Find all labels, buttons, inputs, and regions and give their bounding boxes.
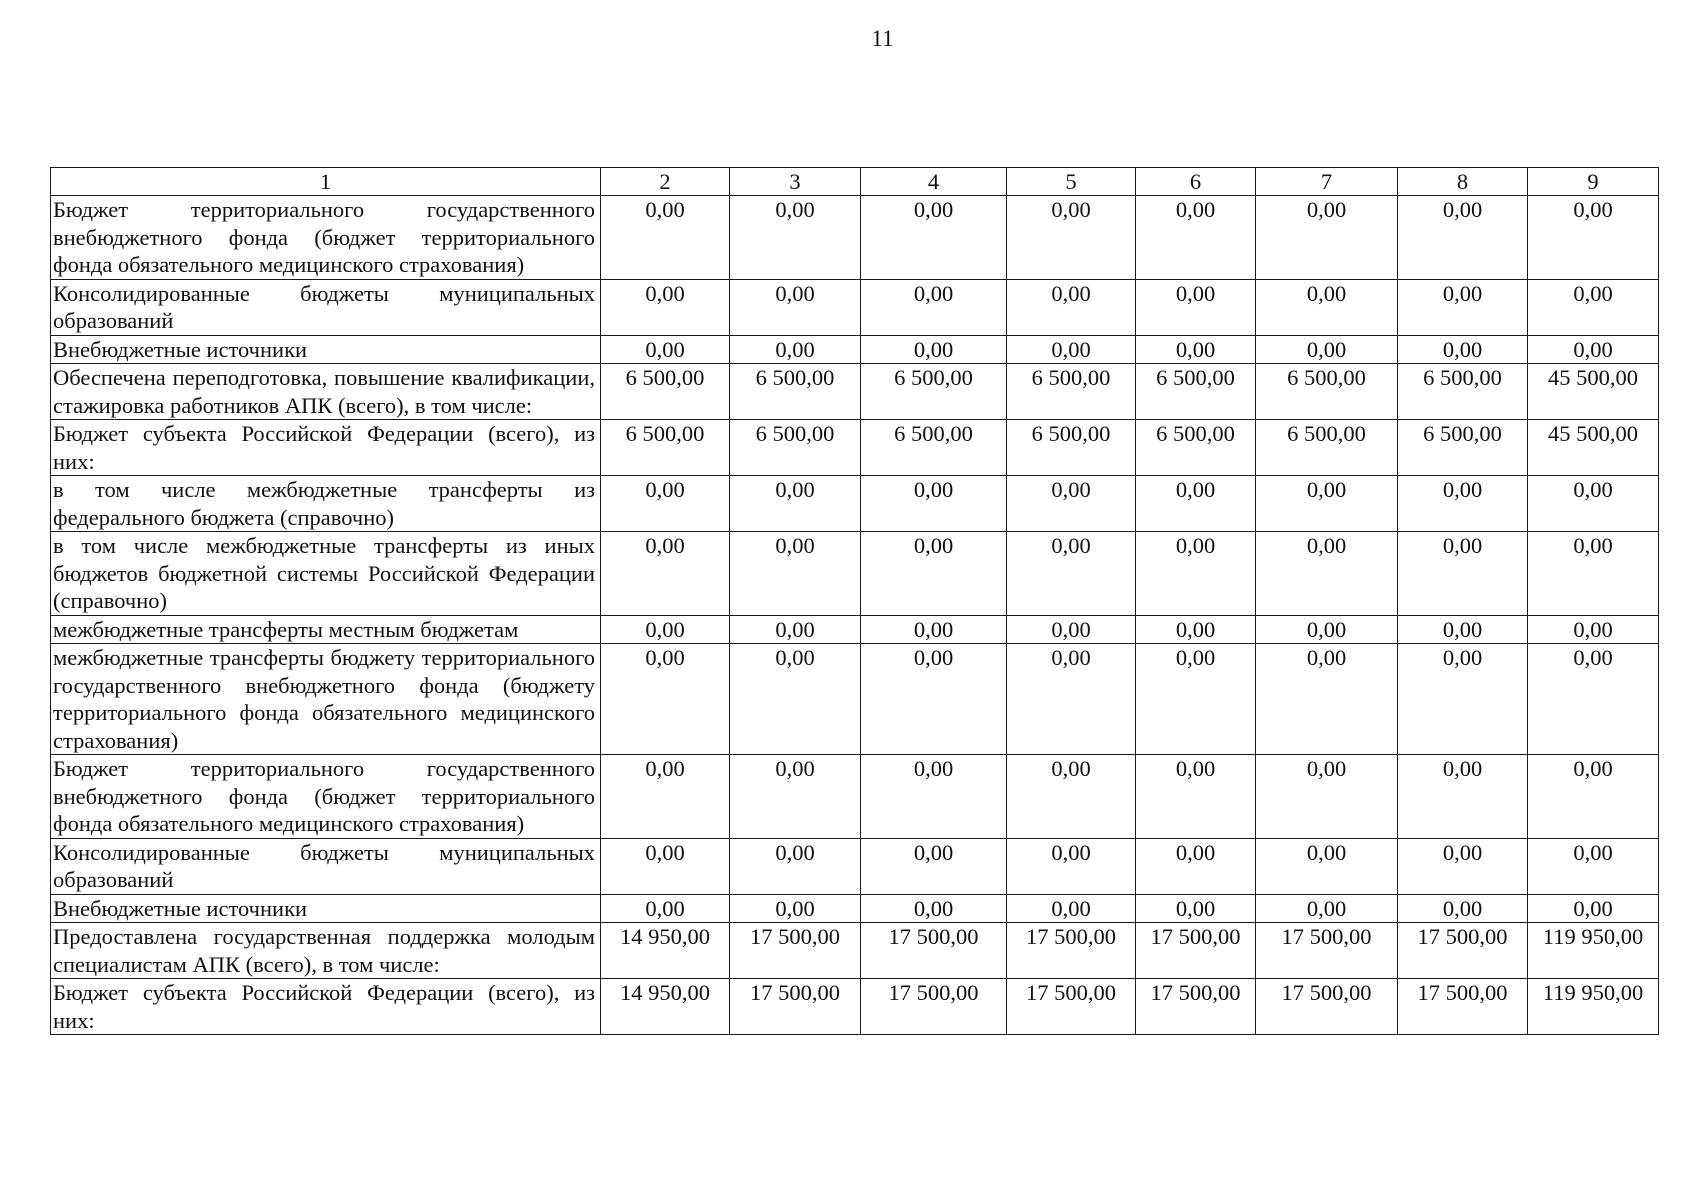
- value-cell: 0,00: [1007, 279, 1136, 335]
- value-cell: 0,00: [1398, 755, 1528, 839]
- value-cell: 6 500,00: [861, 420, 1007, 476]
- value-cell: 6 500,00: [1398, 420, 1528, 476]
- row-label: Бюджет территориального государственного внебюджетного фонда (бюджет территориального фонда обязательного медицинского страхования): [51, 755, 601, 839]
- value-cell: 0,00: [1398, 838, 1528, 894]
- value-cell: 0,00: [1256, 838, 1398, 894]
- value-cell: 14 950,00: [601, 979, 730, 1035]
- row-label: Внебюджетные источники: [51, 335, 601, 364]
- value-cell: 0,00: [1256, 476, 1398, 532]
- value-cell: 119 950,00: [1528, 979, 1659, 1035]
- budget-table: [50, 167, 1659, 1035]
- value-cell: 0,00: [1528, 894, 1659, 923]
- value-cell: 17 500,00: [1256, 923, 1398, 979]
- value-cell: 0,00: [1398, 335, 1528, 364]
- value-cell: 0,00: [730, 615, 861, 644]
- value-cell: 0,00: [1136, 335, 1256, 364]
- table-row: [51, 755, 1659, 839]
- value-cell: 0,00: [1136, 755, 1256, 839]
- value-cell: 0,00: [1256, 196, 1398, 280]
- value-cell: 0,00: [1398, 196, 1528, 280]
- value-cell: 0,00: [1007, 894, 1136, 923]
- value-cell: 17 500,00: [1136, 923, 1256, 979]
- value-cell: 0,00: [1398, 615, 1528, 644]
- value-cell: 6 500,00: [730, 364, 861, 420]
- value-cell: 0,00: [1136, 196, 1256, 280]
- value-cell: 0,00: [861, 532, 1007, 616]
- value-cell: 0,00: [1528, 335, 1659, 364]
- table-row: [51, 364, 1659, 420]
- value-cell: 6 500,00: [861, 364, 1007, 420]
- column-header: 7: [1256, 168, 1398, 196]
- value-cell: 17 500,00: [1136, 979, 1256, 1035]
- row-label: Предоставлена государственная поддержка молодым специалистам АПК (всего), в том числе:: [51, 923, 601, 979]
- value-cell: 0,00: [1256, 644, 1398, 755]
- value-cell: 0,00: [861, 644, 1007, 755]
- value-cell: 0,00: [1136, 532, 1256, 616]
- value-cell: 0,00: [601, 615, 730, 644]
- value-cell: 6 500,00: [1007, 364, 1136, 420]
- value-cell: 17 500,00: [861, 979, 1007, 1035]
- value-cell: 0,00: [861, 196, 1007, 280]
- value-cell: 0,00: [861, 838, 1007, 894]
- table-row: [51, 615, 1659, 644]
- page-number: 11: [871, 26, 894, 51]
- value-cell: 0,00: [601, 755, 730, 839]
- value-cell: 0,00: [1528, 279, 1659, 335]
- row-label: межбюджетные трансферты бюджету территориального государственного внебюджетного фонда (бюджету территориального фонда обязательного медицинского страхования): [51, 644, 601, 755]
- value-cell: 6 500,00: [1256, 364, 1398, 420]
- value-cell: 6 500,00: [601, 364, 730, 420]
- value-cell: 0,00: [601, 838, 730, 894]
- value-cell: 0,00: [1256, 335, 1398, 364]
- table-row: [51, 196, 1659, 280]
- table-row: [51, 644, 1659, 755]
- value-cell: 0,00: [1256, 615, 1398, 644]
- value-cell: 0,00: [601, 335, 730, 364]
- value-cell: 0,00: [601, 644, 730, 755]
- value-cell: 6 500,00: [730, 420, 861, 476]
- value-cell: 0,00: [1528, 838, 1659, 894]
- row-label: Бюджет субъекта Российской Федерации (всего), из них:: [51, 979, 601, 1035]
- value-cell: 6 500,00: [601, 420, 730, 476]
- table-row: [51, 838, 1659, 894]
- value-cell: 0,00: [1136, 838, 1256, 894]
- value-cell: 17 500,00: [730, 979, 861, 1035]
- value-cell: 0,00: [1528, 196, 1659, 280]
- value-cell: 0,00: [1398, 279, 1528, 335]
- value-cell: 0,00: [1136, 894, 1256, 923]
- value-cell: 0,00: [730, 476, 861, 532]
- value-cell: 0,00: [1007, 615, 1136, 644]
- value-cell: 0,00: [601, 196, 730, 280]
- value-cell: 0,00: [601, 476, 730, 532]
- value-cell: 0,00: [1528, 476, 1659, 532]
- column-header: 9: [1528, 168, 1659, 196]
- value-cell: 0,00: [1256, 279, 1398, 335]
- row-label: Внебюджетные источники: [51, 894, 601, 923]
- value-cell: 0,00: [861, 335, 1007, 364]
- value-cell: 0,00: [1528, 755, 1659, 839]
- table-row: [51, 279, 1659, 335]
- value-cell: 6 500,00: [1136, 364, 1256, 420]
- value-cell: 0,00: [730, 196, 861, 280]
- value-cell: 0,00: [1256, 755, 1398, 839]
- value-cell: 6 500,00: [1398, 364, 1528, 420]
- value-cell: 0,00: [730, 279, 861, 335]
- value-cell: 0,00: [1007, 335, 1136, 364]
- value-cell: 17 500,00: [1398, 979, 1528, 1035]
- value-cell: 45 500,00: [1528, 420, 1659, 476]
- value-cell: 6 500,00: [1007, 420, 1136, 476]
- value-cell: 0,00: [1007, 755, 1136, 839]
- value-cell: 0,00: [1528, 644, 1659, 755]
- column-header: 2: [601, 168, 730, 196]
- value-cell: 6 500,00: [1136, 420, 1256, 476]
- value-cell: 14 950,00: [601, 923, 730, 979]
- value-cell: 0,00: [861, 476, 1007, 532]
- value-cell: 0,00: [601, 894, 730, 923]
- value-cell: 17 500,00: [1007, 923, 1136, 979]
- value-cell: 17 500,00: [1007, 979, 1136, 1035]
- table-body: [51, 196, 1659, 1035]
- value-cell: 17 500,00: [730, 923, 861, 979]
- value-cell: 0,00: [861, 894, 1007, 923]
- row-label: Обеспечена переподготовка, повышение квалификации, стажировка работников АПК (всего), в том числе:: [51, 364, 601, 420]
- value-cell: 0,00: [730, 644, 861, 755]
- table-row: [51, 979, 1659, 1035]
- table-row: [51, 532, 1659, 616]
- value-cell: 0,00: [1398, 894, 1528, 923]
- column-header: 4: [861, 168, 1007, 196]
- value-cell: 0,00: [730, 894, 861, 923]
- value-cell: 0,00: [1007, 838, 1136, 894]
- table-row: [51, 420, 1659, 476]
- value-cell: 0,00: [1136, 644, 1256, 755]
- row-label: межбюджетные трансферты местным бюджетам: [51, 615, 601, 644]
- value-cell: 0,00: [861, 279, 1007, 335]
- value-cell: 0,00: [730, 838, 861, 894]
- value-cell: 0,00: [1007, 476, 1136, 532]
- table-row: [51, 894, 1659, 923]
- value-cell: 17 500,00: [1256, 979, 1398, 1035]
- value-cell: 17 500,00: [861, 923, 1007, 979]
- table-row: [51, 335, 1659, 364]
- value-cell: 0,00: [1528, 615, 1659, 644]
- row-label: Консолидированные бюджеты муниципальных образований: [51, 279, 601, 335]
- value-cell: 6 500,00: [1256, 420, 1398, 476]
- row-label: Консолидированные бюджеты муниципальных образований: [51, 838, 601, 894]
- value-cell: 0,00: [1256, 532, 1398, 616]
- value-cell: 0,00: [1136, 279, 1256, 335]
- row-label: в том числе межбюджетные трансферты из иных бюджетов бюджетной системы Российской Федерации (справочно): [51, 532, 601, 616]
- value-cell: 0,00: [730, 532, 861, 616]
- column-header: 8: [1398, 168, 1528, 196]
- table-row: [51, 476, 1659, 532]
- value-cell: 0,00: [861, 755, 1007, 839]
- value-cell: 0,00: [730, 755, 861, 839]
- column-header: 3: [730, 168, 861, 196]
- value-cell: 17 500,00: [1398, 923, 1528, 979]
- value-cell: 0,00: [1007, 532, 1136, 616]
- row-label: Бюджет субъекта Российской Федерации (всего), из них:: [51, 420, 601, 476]
- value-cell: 0,00: [861, 615, 1007, 644]
- value-cell: 0,00: [1136, 615, 1256, 644]
- row-label: в том числе межбюджетные трансферты из федерального бюджета (справочно): [51, 476, 601, 532]
- row-label: Бюджет территориального государственного внебюджетного фонда (бюджет территориального фонда обязательного медицинского страхования): [51, 196, 601, 280]
- value-cell: 0,00: [1256, 894, 1398, 923]
- value-cell: 0,00: [1136, 476, 1256, 532]
- column-header: 1: [51, 168, 601, 196]
- value-cell: 45 500,00: [1528, 364, 1659, 420]
- value-cell: 0,00: [1528, 532, 1659, 616]
- column-header: 6: [1136, 168, 1256, 196]
- value-cell: 0,00: [1398, 644, 1528, 755]
- table-row: [51, 923, 1659, 979]
- value-cell: 0,00: [1398, 476, 1528, 532]
- value-cell: 0,00: [1007, 644, 1136, 755]
- value-cell: 0,00: [601, 532, 730, 616]
- value-cell: 0,00: [1007, 196, 1136, 280]
- table-header-row: [51, 168, 1659, 196]
- value-cell: 0,00: [601, 279, 730, 335]
- value-cell: 0,00: [1398, 532, 1528, 616]
- column-header: 5: [1007, 168, 1136, 196]
- value-cell: 0,00: [730, 335, 861, 364]
- value-cell: 119 950,00: [1528, 923, 1659, 979]
